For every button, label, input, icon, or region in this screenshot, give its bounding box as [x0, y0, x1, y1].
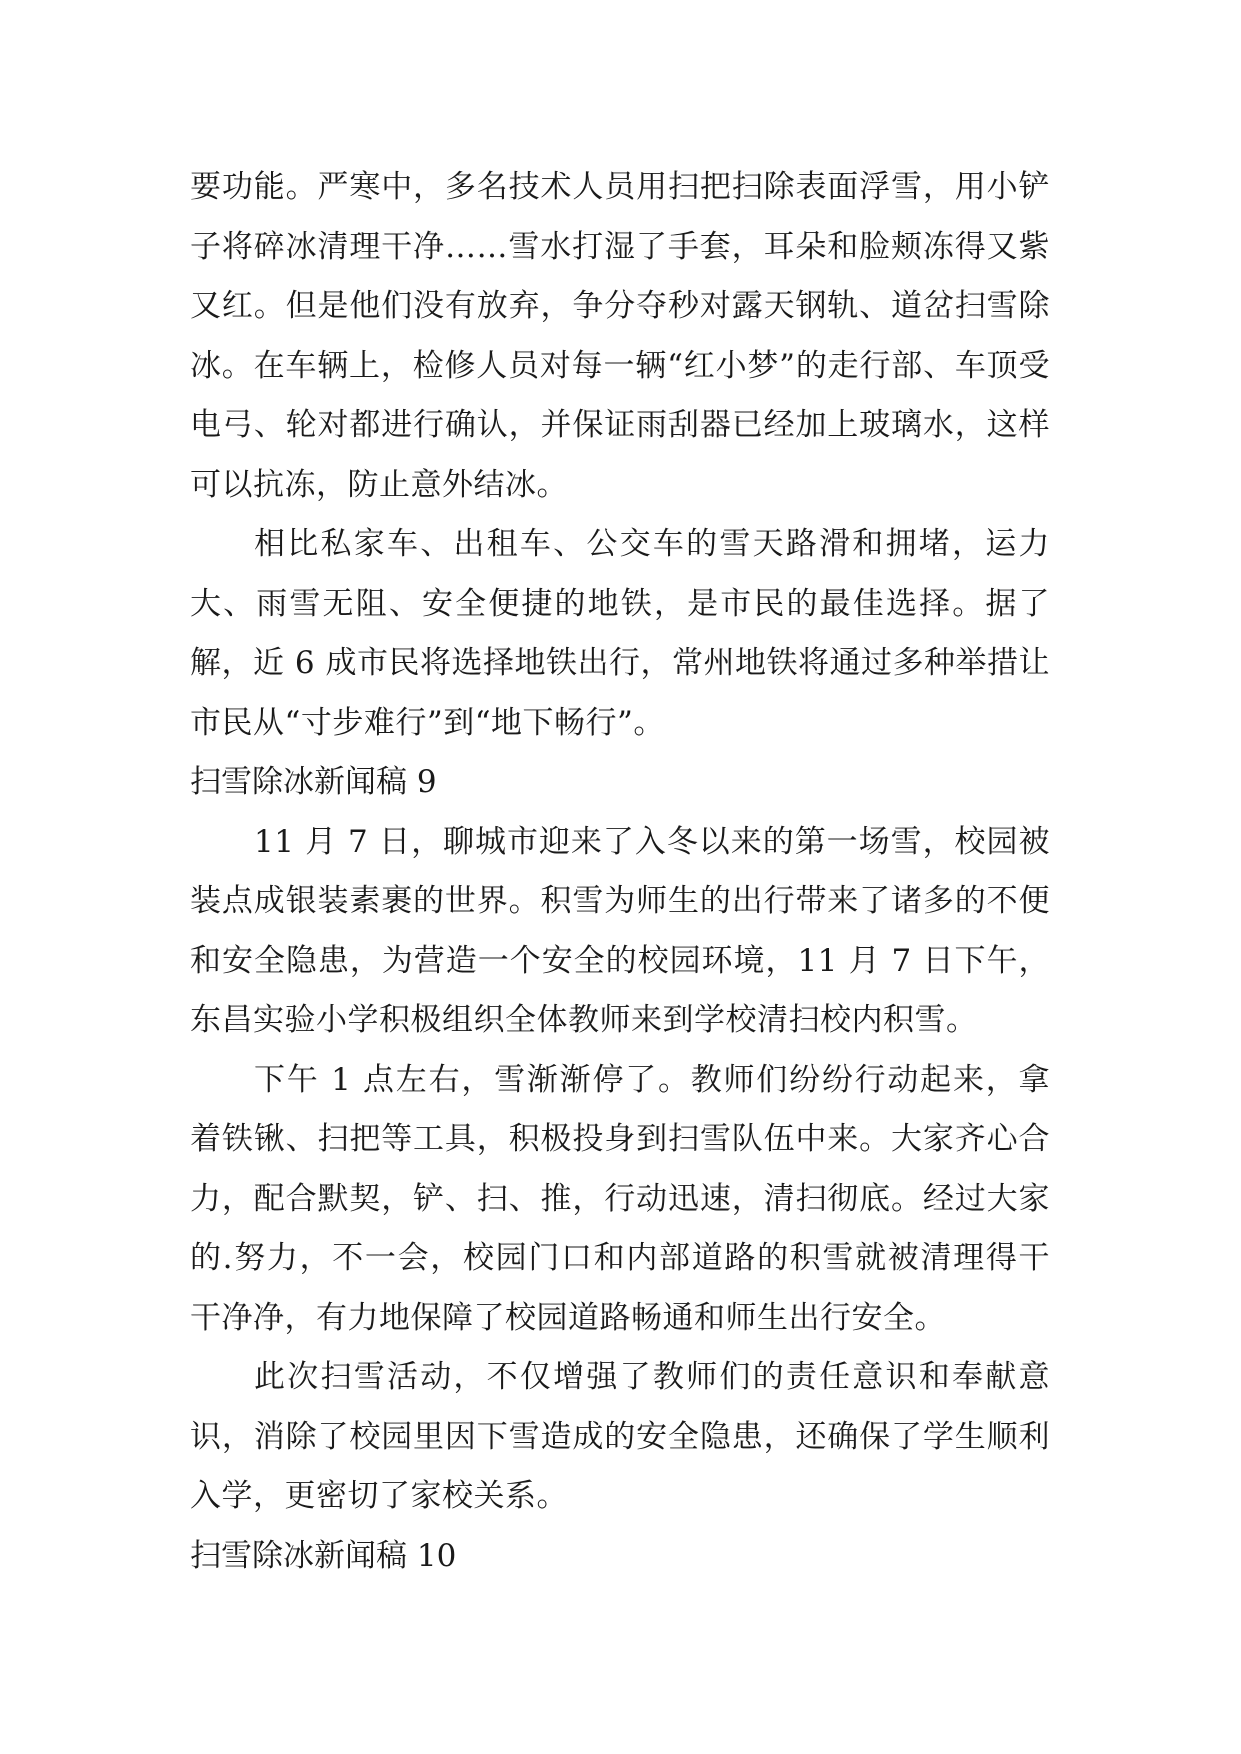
paragraph-metro-deicing-continued: 要功能。严寒中，多名技术人员用扫把扫除表面浮雪，用小铲子将碎冰清理干净……雪水打湿了手套，耳朵和脸颊冻得又紫又红。但是他们没有放弃，争分夺秒对露天钢轨、道岔扫雪除冰。在车辆上，检修人员对每一辆“红小梦”的走行部、车顶受电弓、轮对都进行确认，并保证雨刮器已经加上玻璃水，这样可以抗冻，防止意外结冰。	[190, 169, 1050, 503]
section-heading-10: 扫雪除冰新闻稿 10	[190, 1537, 457, 1574]
paragraph-first-snow-school: 11 月 7 日，聊城市迎来了入冬以来的第一场雪，校园被装点成银装素裹的世界。积雪为师生的出行带来了诸多的不便和安全隐患，为营造一个安全的校园环境，11 月 7 日下午，东昌实验小学积极组织全体教师来到学校清扫校内积雪。	[190, 823, 1050, 1038]
section-heading-9: 扫雪除冰新闻稿 9	[190, 764, 437, 800]
paragraph-activity-summary: 此次扫雪活动，不仅增强了教师们的责任意识和奉献意识，消除了校园里因下雪造成的安全隐患，还确保了学生顺利入学，更密切了家校关系。	[190, 1359, 1050, 1514]
paragraph-teachers-clearing-snow: 下午 1 点左右，雪渐渐停了。教师们纷纷行动起来，拿着铁锹、扫把等工具，积极投身到扫雪队伍中来。大家齐心合力，配合默契，铲、扫、推，行动迅速，清扫彻底。经过大家的.努力，不一会，校园门口和内部道路的积雪就被清理得干干净净，有力地保障了校园道路畅通和师生出行安全。	[190, 1061, 1050, 1336]
document-body	[190, 158, 1050, 1586]
paragraph-metro-best-choice: 相比私家车、出租车、公交车的雪天路滑和拥堵，运力大、雨雪无阻、安全便捷的地铁，是市民的最佳选择。据了解，近 6 成市民将选择地铁出行，常州地铁将通过多种举措让市民从“寸步难行”到“地下畅行”。	[190, 526, 1050, 741]
